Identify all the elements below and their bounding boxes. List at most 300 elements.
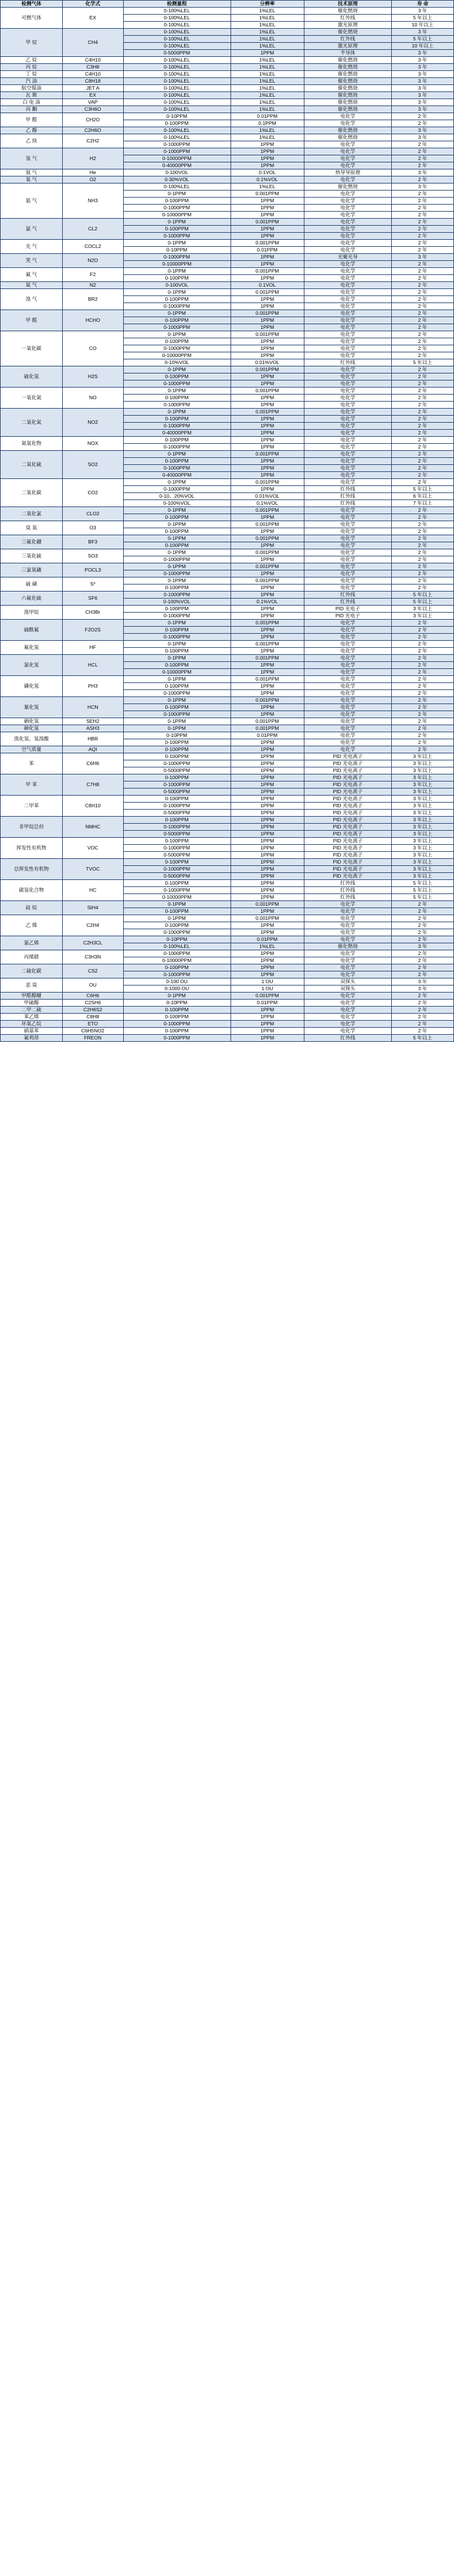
cell-gas-name: 氢 气	[1, 148, 63, 169]
cell-resolution: 1PPM	[231, 767, 304, 774]
cell-technology: 半导体	[304, 50, 391, 57]
cell-technology: 电化学	[304, 261, 391, 268]
cell-lifetime: 3 年	[392, 985, 454, 993]
cell-resolution: 0.001PPM	[231, 479, 304, 486]
cell-formula: C2H6O	[62, 127, 123, 134]
cell-gas-name: 乙 烯	[1, 915, 63, 936]
cell-lifetime: 2 年	[392, 451, 454, 458]
cell-formula: CH2O	[62, 113, 123, 127]
cell-resolution: 1PPM	[231, 866, 304, 873]
cell-resolution: 1PPM	[231, 810, 304, 817]
cell-technology: 双探头	[304, 985, 391, 993]
table-row	[1, 936, 454, 943]
cell-range: 0-1PPM	[123, 655, 231, 662]
cell-formula: NH3	[62, 183, 123, 219]
cell-lifetime: 5 年以上	[392, 887, 454, 894]
cell-gas-name: 丙 烷	[1, 64, 63, 71]
cell-gas-name: 六氟化硫	[1, 592, 63, 606]
cell-range: 0-10PPM	[123, 113, 231, 120]
cell-lifetime: 7 年以上	[392, 500, 454, 507]
cell-resolution: 1PPM	[231, 423, 304, 430]
cell-technology: 激光原理	[304, 22, 391, 29]
cell-formula: F2	[62, 268, 123, 282]
cell-lifetime: 3 年以上	[392, 774, 454, 781]
cell-lifetime: 2 年	[392, 472, 454, 479]
cell-lifetime: 2 年	[392, 669, 454, 676]
cell-formula: POCL3	[62, 563, 123, 577]
cell-resolution: 1PPM	[231, 380, 304, 388]
cell-resolution: 1PPM	[231, 627, 304, 634]
cell-lifetime: 2 年	[392, 957, 454, 964]
cell-formula: VOC	[62, 838, 123, 859]
cell-resolution: 0.01PPM	[231, 1000, 304, 1007]
cell-technology: PID 光电离子	[304, 845, 391, 852]
cell-formula: H2	[62, 148, 123, 169]
cell-technology: PID 光电离子	[304, 760, 391, 767]
table-row	[1, 817, 454, 824]
cell-lifetime: 2 年	[392, 725, 454, 732]
cell-formula: C7H8	[62, 774, 123, 796]
cell-technology: 电化学	[304, 444, 391, 451]
table-row	[1, 240, 454, 247]
cell-lifetime: 2 年	[392, 233, 454, 240]
cell-technology: 电化学	[304, 662, 391, 669]
cell-lifetime: 2 年	[392, 240, 454, 247]
cell-gas-name: 甲硫醇	[1, 1000, 63, 1007]
cell-lifetime: 3 年	[392, 99, 454, 106]
cell-technology: 电化学	[304, 993, 391, 1000]
table-row	[1, 268, 454, 275]
cell-range: 0-1000PPM	[123, 950, 231, 957]
table-row	[1, 725, 454, 732]
cell-formula: SF6	[62, 592, 123, 606]
table-row	[1, 641, 454, 648]
cell-lifetime: 2 年	[392, 444, 454, 451]
cell-resolution: 1%LEL	[231, 43, 304, 50]
cell-formula: HBR	[62, 732, 123, 746]
cell-gas-name: 光 气	[1, 240, 63, 254]
cell-lifetime: 2 年	[392, 915, 454, 922]
cell-lifetime: 2 年	[392, 345, 454, 352]
cell-lifetime: 2 年	[392, 162, 454, 169]
cell-lifetime: 2 年	[392, 676, 454, 683]
cell-range: 0-1000PPM	[123, 781, 231, 789]
cell-resolution: 1PPM	[231, 162, 304, 169]
cell-range: 0-100PPM	[123, 437, 231, 444]
cell-gas-name: 汽 油	[1, 78, 63, 85]
cell-range: 0-100%LEL	[123, 36, 231, 43]
cell-lifetime: 10 年以上	[392, 43, 454, 50]
table-row	[1, 915, 454, 922]
cell-range: 0-100%LEL	[123, 127, 231, 134]
cell-resolution: 1PPM	[231, 606, 304, 613]
cell-technology: 电化学	[304, 296, 391, 303]
cell-technology: 热导导原理	[304, 169, 391, 176]
cell-resolution: 0.1VOL	[231, 169, 304, 176]
cell-lifetime: 2 年	[392, 198, 454, 205]
cell-range: 0-1PPM	[123, 507, 231, 514]
table-row	[1, 577, 454, 584]
cell-resolution: 1%LEL	[231, 22, 304, 29]
cell-resolution: 1PPM	[231, 430, 304, 437]
table-row	[1, 859, 454, 866]
table-row	[1, 964, 454, 971]
cell-formula: NO2	[62, 409, 123, 437]
cell-range: 0-10000PPM	[123, 155, 231, 162]
cell-resolution: 1PPM	[231, 1014, 304, 1021]
cell-gas-name: 三氯氧磷	[1, 563, 63, 577]
cell-gas-name: 乙 烷	[1, 57, 63, 64]
cell-formula: C2SH6	[62, 1000, 123, 1007]
cell-technology: 电化学	[304, 366, 391, 373]
cell-technology: 电化学	[304, 240, 391, 247]
cell-technology: 电化学	[304, 472, 391, 479]
cell-formula: FREON	[62, 1035, 123, 1042]
cell-resolution: 1PPM	[231, 50, 304, 57]
cell-technology: 电化学	[304, 1007, 391, 1014]
cell-lifetime: 3 年	[392, 92, 454, 99]
cell-range: 0-5000PPM	[123, 50, 231, 57]
table-row	[1, 1028, 454, 1035]
table-row	[1, 753, 454, 760]
cell-resolution: 1PPM	[231, 711, 304, 718]
cell-gas-name: 乙 炔	[1, 134, 63, 148]
cell-resolution: 1PPM	[231, 838, 304, 845]
cell-lifetime: 2 年	[392, 641, 454, 648]
cell-technology: 电化学	[304, 331, 391, 338]
cell-resolution: 1PPM	[231, 662, 304, 669]
cell-resolution: 0.001PPM	[231, 331, 304, 338]
cell-resolution: 1PPM	[231, 296, 304, 303]
cell-technology: 催化燃烧	[304, 64, 391, 71]
cell-resolution: 1%LEL	[231, 183, 304, 191]
cell-resolution: 1PPM	[231, 373, 304, 380]
cell-range: 0-1000PPM	[123, 1035, 231, 1042]
cell-lifetime: 2 年	[392, 155, 454, 162]
cell-technology: 电化学	[304, 148, 391, 155]
cell-gas-name: 溴化氢、氢溴酸	[1, 732, 63, 746]
cell-range: 0-100%VOL	[123, 500, 231, 507]
cell-technology: 电化学	[304, 430, 391, 437]
cell-lifetime: 2 年	[392, 936, 454, 943]
cell-formula: C2H3CL	[62, 936, 123, 950]
cell-range: 0-10000PPM	[123, 352, 231, 359]
cell-lifetime: 2 年	[392, 993, 454, 1000]
table-row	[1, 409, 454, 416]
cell-lifetime: 2 年	[392, 1014, 454, 1021]
cell-range: 0-1000PPM	[123, 824, 231, 831]
cell-formula: HCHO	[62, 310, 123, 331]
cell-technology: 电化学	[304, 507, 391, 514]
cell-resolution: 0.01%VOL	[231, 359, 304, 366]
cell-technology: 红外线	[304, 592, 391, 599]
table-row	[1, 289, 454, 296]
cell-technology: 催化燃烧	[304, 99, 391, 106]
cell-range: 0-1PPM	[123, 718, 231, 725]
cell-resolution: 0.1PPM	[231, 120, 304, 127]
cell-range: 0-1000PPM	[123, 1021, 231, 1028]
cell-lifetime: 2 年	[392, 430, 454, 437]
cell-gas-name: 二氧化碳	[1, 479, 63, 507]
cell-resolution: 1PPM	[231, 753, 304, 760]
cell-lifetime: 2 年	[392, 373, 454, 380]
cell-technology: 红外线	[304, 880, 391, 887]
cell-lifetime: 2 年	[392, 514, 454, 521]
cell-technology: 电化学	[304, 395, 391, 402]
cell-gas-name: 氯化氢	[1, 655, 63, 676]
cell-formula: NMHC	[62, 817, 123, 838]
cell-technology: 红外线	[304, 15, 391, 22]
table-row	[1, 592, 454, 599]
table-row	[1, 1021, 454, 1028]
cell-formula: BF3	[62, 535, 123, 549]
cell-technology: 电化学	[304, 289, 391, 296]
cell-range: 0-100 OU	[123, 978, 231, 985]
cell-technology: 电化学	[304, 226, 391, 233]
cell-lifetime: 3 年以上	[392, 781, 454, 789]
cell-technology: 电化学	[304, 458, 391, 465]
cell-technology: PID 光电离子	[304, 852, 391, 859]
cell-range: 0-1PPM	[123, 577, 231, 584]
cell-resolution: 1PPM	[231, 683, 304, 690]
cell-gas-name: 二甲苯	[1, 796, 63, 817]
cell-range: 0-1PPM	[123, 191, 231, 198]
cell-resolution: 0.001PPM	[231, 409, 304, 416]
cell-resolution: 1PPM	[231, 971, 304, 978]
cell-lifetime: 3 年	[392, 64, 454, 71]
cell-lifetime: 2 年	[392, 690, 454, 697]
cell-technology: 催化燃烧	[304, 943, 391, 950]
cell-technology: 电化学	[304, 936, 391, 943]
cell-technology: 电化学	[304, 451, 391, 458]
cell-technology: 电化学	[304, 437, 391, 444]
cell-resolution: 1PPM	[231, 338, 304, 345]
cell-range: 0-1000PPM	[123, 866, 231, 873]
table-row	[1, 183, 454, 191]
table-row	[1, 219, 454, 226]
cell-lifetime: 5 年以上	[392, 359, 454, 366]
cell-gas-name: 二氧化氮	[1, 409, 63, 437]
cell-technology: PID 光电离子	[304, 753, 391, 760]
cell-gas-name: 丁 烷	[1, 71, 63, 78]
cell-lifetime: 3 年	[392, 8, 454, 15]
cell-gas-name: 氯 气	[1, 219, 63, 240]
table-row	[1, 732, 454, 739]
cell-range: 0-1PPM	[123, 240, 231, 247]
cell-technology: 电化学	[304, 950, 391, 957]
cell-formula: SEH2	[62, 718, 123, 725]
cell-range: 0-5000PPM	[123, 810, 231, 817]
cell-technology: 电化学	[304, 922, 391, 929]
cell-lifetime: 2 年	[392, 563, 454, 570]
cell-range: 0-10000PPM	[123, 669, 231, 676]
cell-range: 0-1PPM	[123, 549, 231, 556]
cell-range: 0-1000PPM	[123, 845, 231, 852]
cell-formula: C6H5NO2	[62, 1028, 123, 1035]
cell-resolution: 0.001PPM	[231, 901, 304, 908]
cell-technology: PID 光电离子	[304, 789, 391, 796]
cell-lifetime: 3 年以上	[392, 760, 454, 767]
cell-technology: 电化学	[304, 697, 391, 704]
table-row	[1, 254, 454, 261]
cell-gas-name: 白 电 油	[1, 99, 63, 106]
cell-range: 0-100PPM	[123, 704, 231, 711]
cell-resolution: 1PPM	[231, 205, 304, 212]
cell-formula: CL2	[62, 219, 123, 240]
cell-lifetime: 3 年以上	[392, 817, 454, 824]
cell-technology: 红外线	[304, 359, 391, 366]
cell-technology: 红外线	[304, 486, 391, 493]
table-row	[1, 620, 454, 627]
cell-technology: 电化学	[304, 620, 391, 627]
cell-resolution: 0.01%VOL	[231, 493, 304, 500]
cell-range: 0-1PPM	[123, 676, 231, 683]
cell-lifetime: 2 年	[392, 1007, 454, 1014]
cell-lifetime: 2 年	[392, 577, 454, 584]
table-row	[1, 1007, 454, 1014]
cell-range: 0-100PPM	[123, 416, 231, 423]
cell-technology: 电化学	[304, 388, 391, 395]
cell-technology: 电化学	[304, 303, 391, 310]
cell-resolution: 1PPM	[231, 472, 304, 479]
cell-resolution: 0.001PPM	[231, 366, 304, 373]
cell-technology: PID 光电离子	[304, 866, 391, 873]
cell-lifetime: 2 年	[392, 662, 454, 669]
cell-resolution: 1PPM	[231, 887, 304, 894]
cell-technology: PID 光电离子	[304, 824, 391, 831]
cell-resolution: 1PPM	[231, 824, 304, 831]
cell-resolution: 1PPM	[231, 852, 304, 859]
cell-range: 0-1000PPM	[123, 971, 231, 978]
cell-technology: 红外线	[304, 887, 391, 894]
table-row	[1, 563, 454, 570]
cell-gas-name: 乙 醇	[1, 127, 63, 134]
cell-range: 0-100PPM	[123, 226, 231, 233]
cell-lifetime: 2 年	[392, 409, 454, 416]
cell-gas-name: 苯乙烯	[1, 1014, 63, 1021]
cell-lifetime: 2 年	[392, 683, 454, 690]
cell-resolution: 1%LEL	[231, 92, 304, 99]
cell-technology: PID 光电离子	[304, 831, 391, 838]
cell-formula: C6H6	[62, 753, 123, 774]
cell-lifetime: 2 年	[392, 247, 454, 254]
cell-gas-name: 氨 气	[1, 183, 63, 219]
cell-technology: 电化学	[304, 577, 391, 584]
cell-lifetime: 3 年以上	[392, 866, 454, 873]
cell-lifetime: 3 年	[392, 29, 454, 36]
cell-lifetime: 5 年以上	[392, 1035, 454, 1042]
cell-technology: 电化学	[304, 402, 391, 409]
cell-lifetime: 3 年	[392, 85, 454, 92]
cell-technology: 电化学	[304, 648, 391, 655]
cell-range: 0-5000PPM	[123, 873, 231, 880]
cell-resolution: 0.001PPM	[231, 451, 304, 458]
cell-resolution: 1PPM	[231, 922, 304, 929]
cell-lifetime: 5 年以上	[392, 15, 454, 22]
table-row	[1, 85, 454, 92]
cell-lifetime: 2 年	[392, 296, 454, 303]
cell-technology: 电化学	[304, 310, 391, 317]
cell-resolution: 1PPM	[231, 908, 304, 915]
cell-range: 0-100PPM	[123, 964, 231, 971]
cell-gas-name: 二氧化氯	[1, 507, 63, 521]
cell-range: 0-100%LEL	[123, 106, 231, 113]
cell-range: 0-100PPM	[123, 739, 231, 746]
table-body	[1, 8, 454, 1042]
cell-range: 0-1PPM	[123, 641, 231, 648]
cell-range: 0-100%LEL	[123, 134, 231, 141]
cell-technology: PID 光电离子	[304, 817, 391, 824]
cell-technology: 红外线	[304, 1035, 391, 1042]
cell-technology: 电化学	[304, 535, 391, 542]
cell-range: 0-100PPM	[123, 584, 231, 592]
cell-technology: PID 光电离子	[304, 810, 391, 817]
table-row	[1, 606, 454, 613]
cell-resolution: 1PPM	[231, 226, 304, 233]
cell-lifetime: 3 年以上	[392, 873, 454, 880]
cell-formula: EX	[62, 8, 123, 29]
cell-gas-name: 苯	[1, 753, 63, 774]
cell-formula: F2O2S	[62, 620, 123, 641]
cell-range: 0-100%LEL	[123, 943, 231, 950]
table-row	[1, 71, 454, 78]
cell-formula: C3H8	[62, 64, 123, 71]
cell-formula: NO	[62, 388, 123, 409]
cell-resolution: 1PPM	[231, 233, 304, 240]
cell-lifetime: 2 年	[392, 732, 454, 739]
cell-formula: HCL	[62, 655, 123, 676]
cell-gas-name: 硫化氢	[1, 366, 63, 388]
cell-lifetime: 2 年	[392, 528, 454, 535]
cell-lifetime: 2 年	[392, 219, 454, 226]
table-row	[1, 676, 454, 683]
cell-technology: 电化学	[304, 380, 391, 388]
cell-formula: C6H6	[62, 993, 123, 1000]
cell-range: 0-100%LEL	[123, 43, 231, 50]
cell-resolution: 1PPM	[231, 817, 304, 824]
cell-resolution: 0.01PPM	[231, 936, 304, 943]
cell-resolution: 0.1%VOL	[231, 500, 304, 507]
cell-resolution: 1PPM	[231, 1035, 304, 1042]
cell-formula: O2	[62, 176, 123, 183]
cell-range: 0-1000PPM	[123, 233, 231, 240]
cell-range: 0-1PPM	[123, 388, 231, 395]
cell-formula: NOX	[62, 437, 123, 451]
cell-gas-name: 氰化氢	[1, 697, 63, 718]
cell-range: 0-10000PPM	[123, 957, 231, 964]
cell-technology: 电化学	[304, 957, 391, 964]
cell-resolution: 1%LEL	[231, 15, 304, 22]
cell-gas-name: 二氧化硫	[1, 451, 63, 479]
cell-technology: PID 光电离子	[304, 796, 391, 803]
cell-technology: 催化燃烧	[304, 71, 391, 78]
table-row	[1, 880, 454, 887]
cell-resolution: 1%LEL	[231, 127, 304, 134]
cell-range: 0-1PPM	[123, 289, 231, 296]
cell-technology: 电化学	[304, 338, 391, 345]
cell-range: 0-1000PPM	[123, 592, 231, 599]
cell-lifetime: 2 年	[392, 711, 454, 718]
cell-resolution: 0.001PPM	[231, 725, 304, 732]
cell-formula: C4H10	[62, 71, 123, 78]
cell-lifetime: 2 年	[392, 746, 454, 753]
cell-range: 0-10、20%VOL	[123, 493, 231, 500]
cell-resolution: 1PPM	[231, 303, 304, 310]
cell-formula: CH4	[62, 29, 123, 57]
cell-range: 0-100PPM	[123, 859, 231, 866]
cell-formula: C3H3N	[62, 950, 123, 964]
cell-lifetime: 2 年	[392, 317, 454, 324]
